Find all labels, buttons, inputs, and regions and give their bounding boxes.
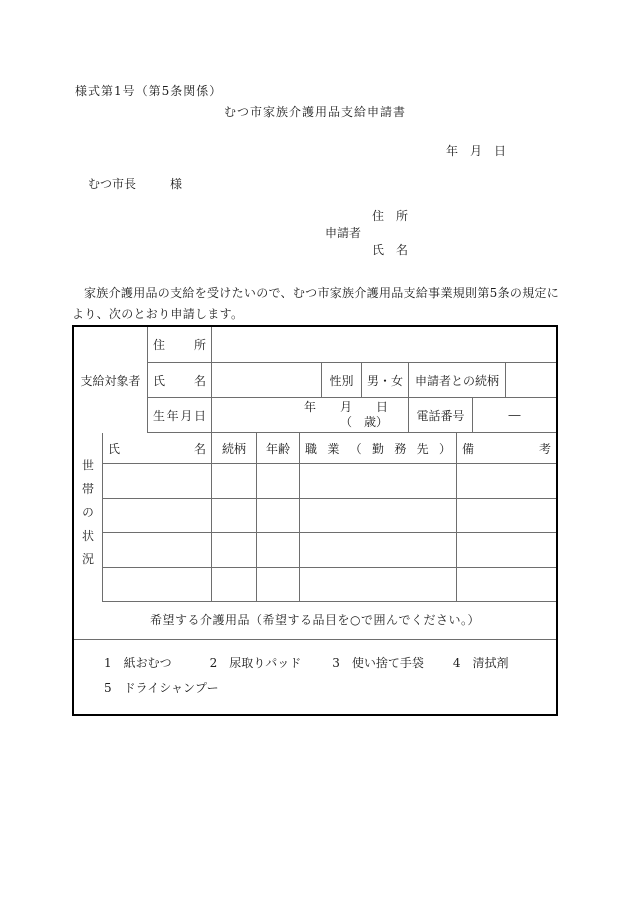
applicant-address-label: 住 所 xyxy=(372,209,409,223)
wish-item: 1 紙おむつ xyxy=(104,656,172,670)
household-header-note: 備考 xyxy=(457,433,556,464)
wish-items xyxy=(74,640,556,710)
address-label-cell: 住 所 xyxy=(148,327,212,363)
applicant-label: 申請者 xyxy=(325,226,362,240)
relation-value-cell xyxy=(506,363,556,398)
applicant-fields xyxy=(372,207,408,258)
household-header-row xyxy=(103,433,556,464)
addressee: むつ市長 xyxy=(88,177,137,191)
gender-label-cell: 性別 xyxy=(322,363,362,398)
wish-item: 3 使い捨て手袋 xyxy=(332,656,424,670)
recipient-section-label: 支給対象者 xyxy=(74,327,148,433)
addressee-honorific: 様 xyxy=(170,177,183,191)
household-row xyxy=(103,533,556,568)
household-section xyxy=(74,433,556,602)
addressee-line xyxy=(88,175,182,192)
household-header-name: 氏名 xyxy=(103,433,212,464)
wish-item: 5 ドライシャンプー xyxy=(104,681,219,695)
household-row xyxy=(103,568,556,603)
recipient-section xyxy=(74,327,556,433)
household-row xyxy=(103,499,556,534)
relation-label-cell: 申請者との続柄 xyxy=(409,363,506,398)
gender-options-cell: 男・女 xyxy=(362,363,409,398)
birthdate-label-cell: 生年月日 xyxy=(148,398,212,433)
wish-items-line2 xyxy=(74,676,556,701)
form-number: 様式第1号（第5条関係） xyxy=(75,84,223,98)
phone-label-cell: 電話番号 xyxy=(409,398,473,433)
name-value-cell xyxy=(212,363,322,398)
wish-items-line1 xyxy=(74,651,556,676)
address-value-cell xyxy=(212,327,556,363)
household-section-label: 世帯の状況 xyxy=(74,433,103,602)
phone-value-cell: ― xyxy=(473,398,556,433)
wish-item: 2 尿取りパッド xyxy=(209,656,302,670)
date-placeholder-line: 年 月 日 xyxy=(445,144,506,158)
name-label-cell: 氏 名 xyxy=(148,363,212,398)
household-row xyxy=(103,464,556,499)
household-header-occupation: 職業（勤務先） xyxy=(300,433,457,464)
page-title: むつ市家族介護用品支給申請書 xyxy=(223,105,406,119)
application-statement: 家族介護用品の支給を受けたいので、むつ市家族介護用品支給事業規則第5条の規定により、次のとおり申請します。 xyxy=(72,286,560,321)
applicant-name-label: 氏 名 xyxy=(372,243,409,257)
applicant-block xyxy=(325,207,408,258)
application-table xyxy=(72,325,558,716)
household-header-age: 年齢 xyxy=(257,433,300,464)
birthdate-value-cell: 年 月 日 （ 歳） xyxy=(212,398,409,433)
household-header-relation: 続柄 xyxy=(212,433,257,464)
wish-instruction: 希望する介護用品（希望する品目を○で囲んでください。） xyxy=(74,602,556,640)
wish-item: 4 清拭剤 xyxy=(452,656,509,670)
